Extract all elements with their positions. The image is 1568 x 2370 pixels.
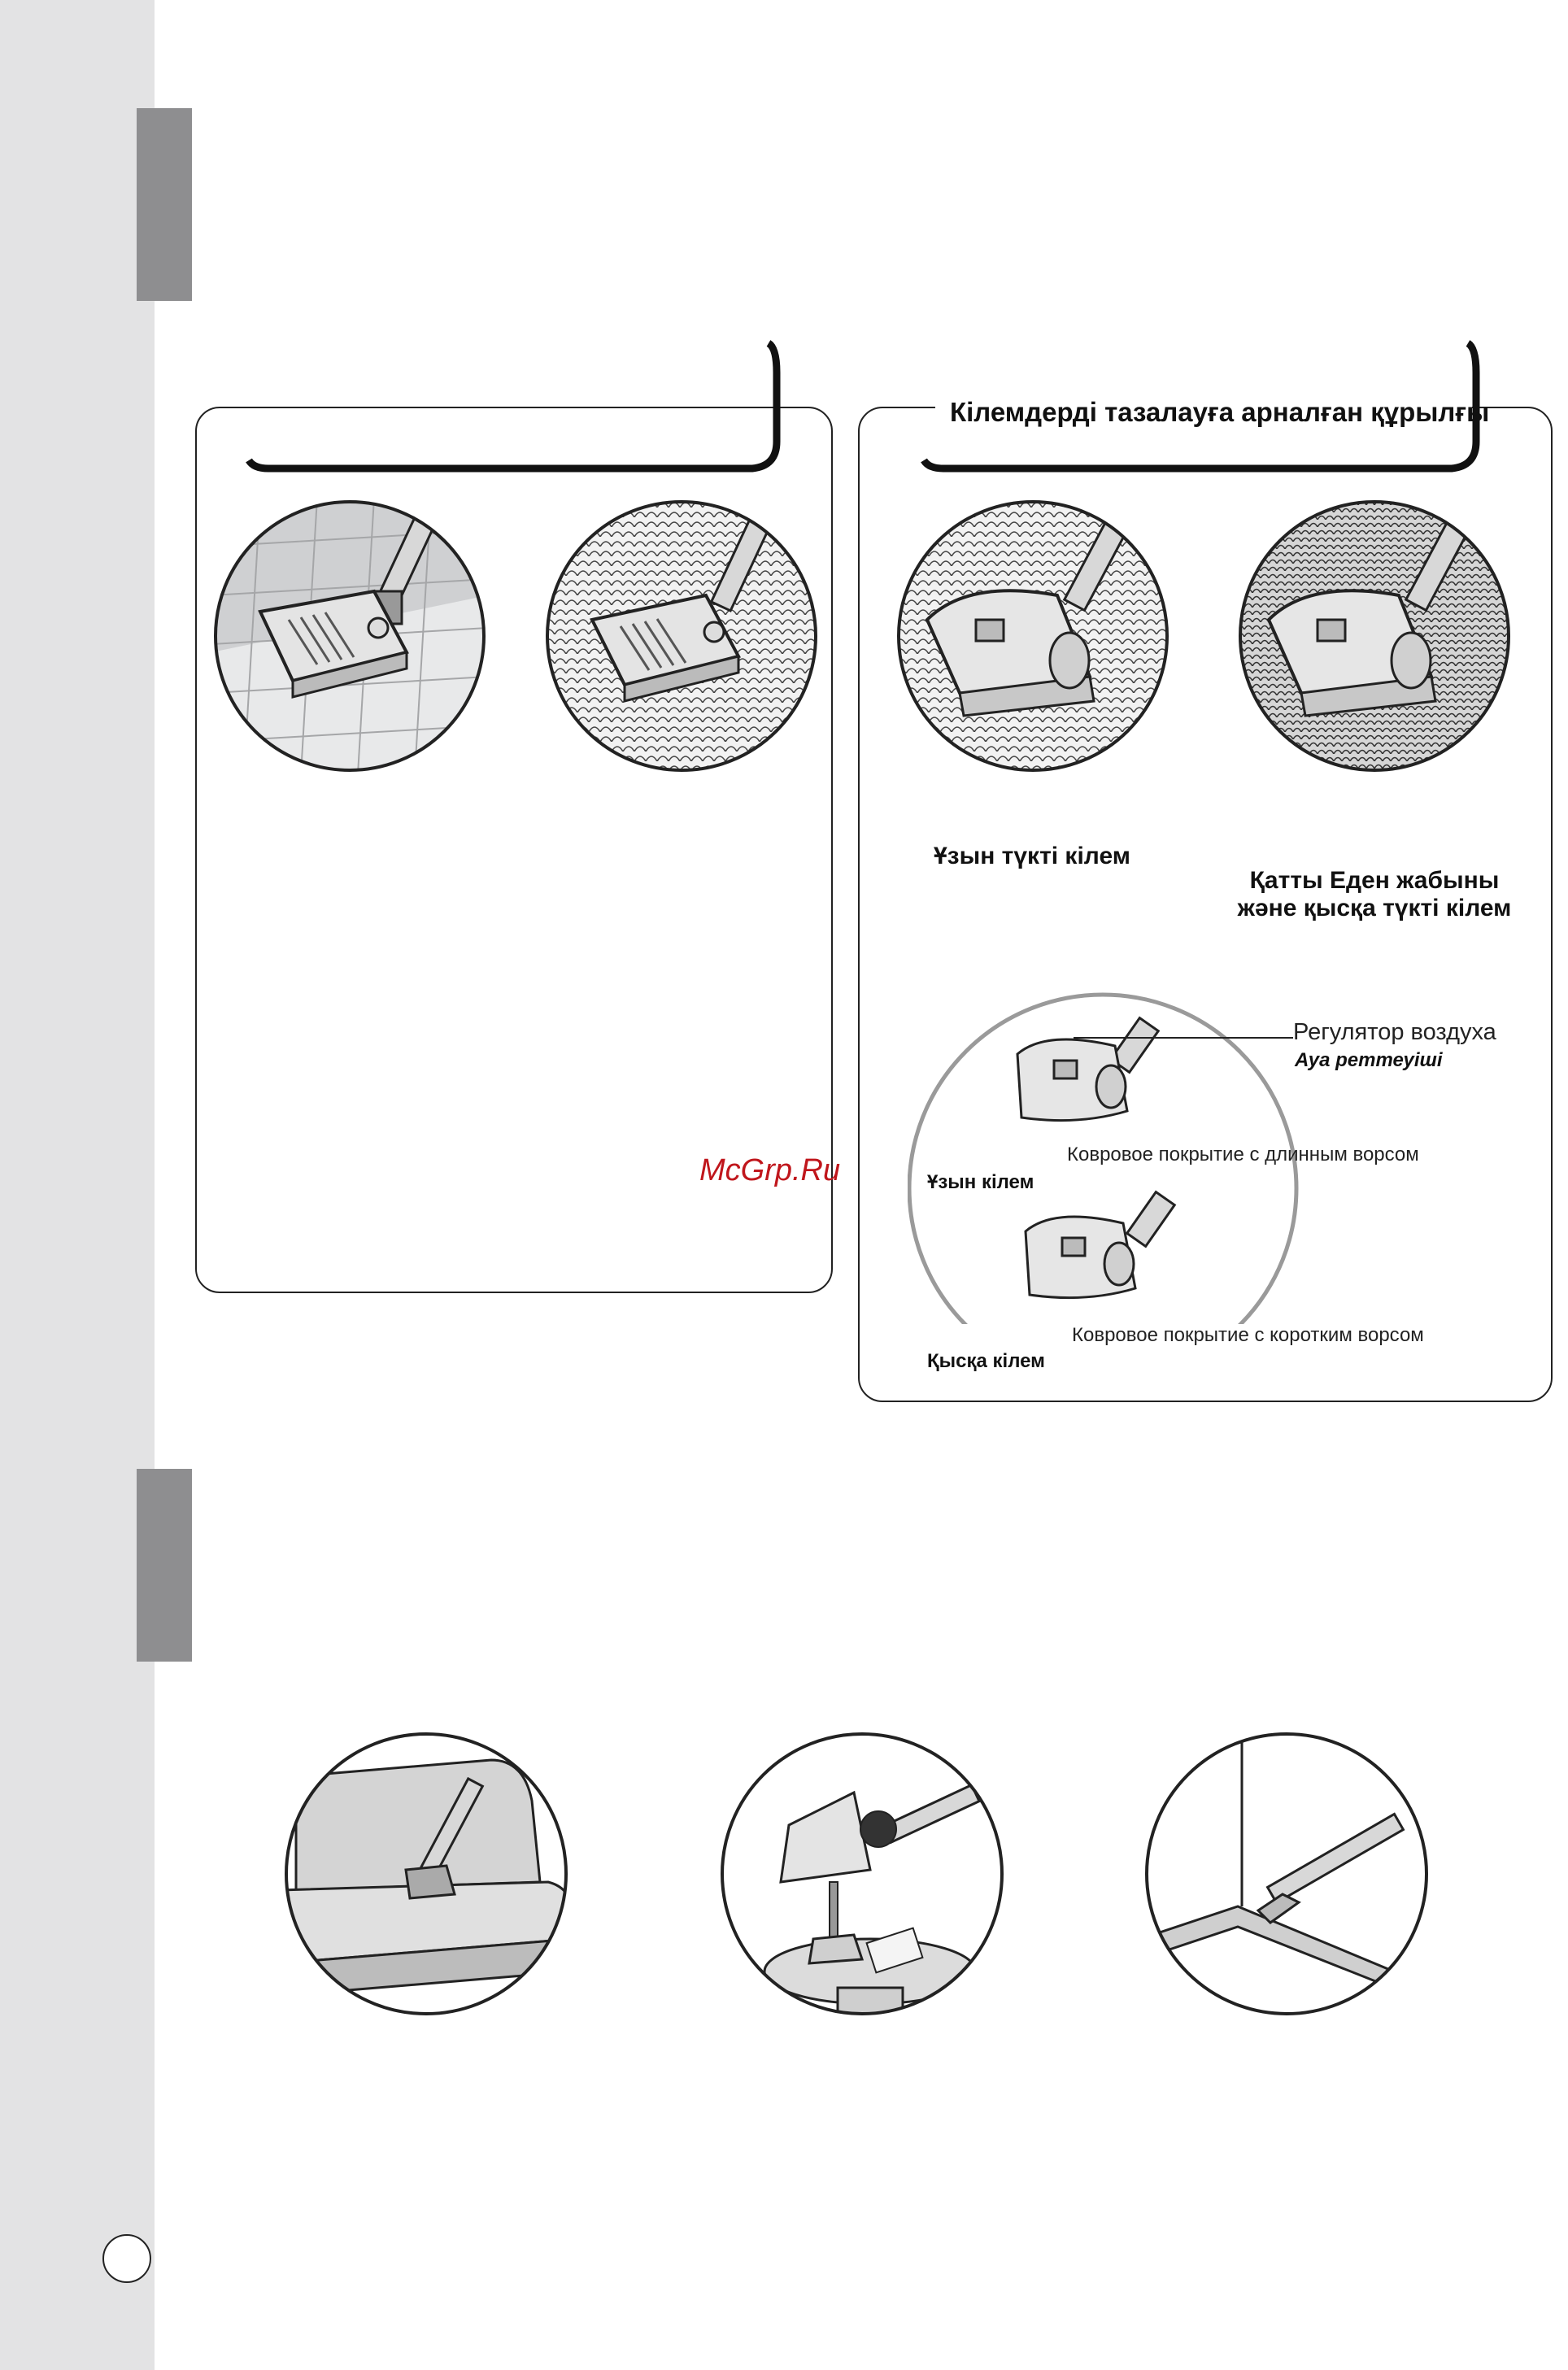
turbo-brush-long-pile-illustration — [895, 498, 1171, 774]
carpet-panel-title: Кілемдерді тазалауға арналған құрылғы — [950, 397, 1490, 427]
section-tab-marker-1 — [137, 108, 192, 301]
page-sidebar — [0, 0, 155, 2370]
section-tab-marker-2 — [137, 1469, 192, 1662]
long-carpet-label-ru: Ковровое покрытие с длинным ворсом — [1067, 1144, 1419, 1165]
label-hard-floor-line2: және қысқа түкті кілем — [1237, 895, 1512, 921]
short-carpet-label-ru: Ковровое покрытие с коротким ворсом — [1072, 1324, 1424, 1346]
label-long-pile-carpet: Ұзын түкті кілем — [934, 843, 1130, 869]
short-carpet-label-kz: Қысқа кілем — [927, 1350, 1045, 1372]
baseboard-crevice-tool-illustration — [1140, 1727, 1433, 2020]
air-regulator-label-ru: Регулятор воздуха — [1293, 1019, 1496, 1045]
page-number-circle — [102, 2234, 151, 2283]
watermark: McGrp.Ru — [699, 1153, 841, 1187]
floor-brush-tiles-illustration — [211, 498, 488, 774]
sofa-crevice-tool-illustration — [280, 1727, 573, 2020]
air-regulator-leader-line — [1074, 1037, 1293, 1039]
floor-brush-carpet-illustration — [543, 498, 820, 774]
lamp-dusting-brush-illustration — [716, 1727, 1008, 2020]
long-carpet-label-kz: Ұзын кілем — [927, 1171, 1034, 1193]
turbo-brush-short-pile-illustration — [1236, 498, 1513, 774]
floor-brush-panel-header — [244, 340, 781, 478]
label-hard-floor-line1: Қатты Еден жабыны — [1249, 867, 1500, 894]
air-regulator-label-kz: Ауа реттеуіші — [1295, 1049, 1443, 1071]
